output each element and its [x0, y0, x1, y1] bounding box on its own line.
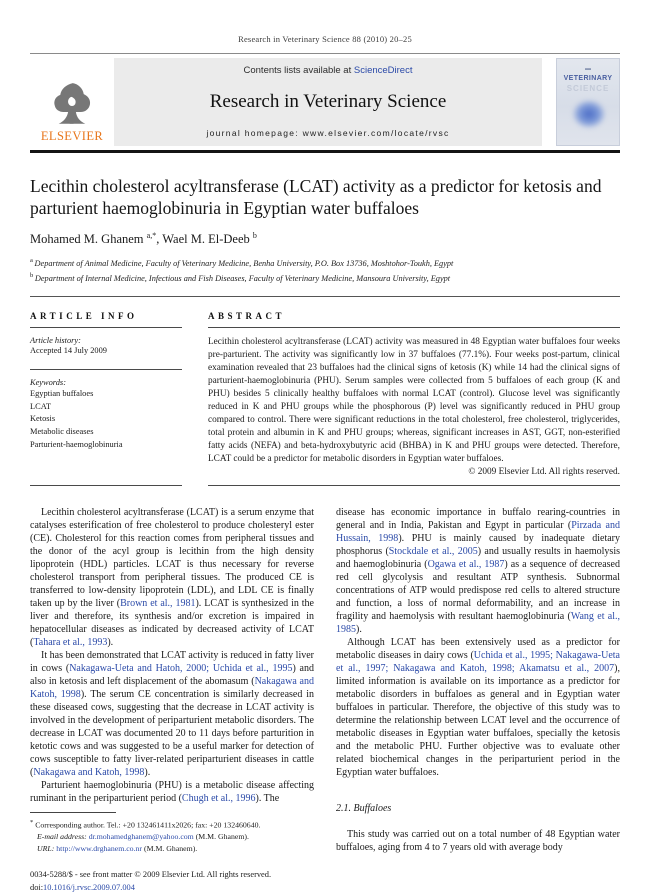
- inline-link[interactable]: Uchida et al., 1995; Nakagawa-Ueta et al., 1997; Nakagawa and Katoh, 1998; Akamatsu et al., 2007: [336, 650, 620, 675]
- inline-link[interactable]: Pirzada and Hussain, 1998: [336, 520, 620, 545]
- text-segment: ). LCAT is synthesized in the liver and therefore, its synthesis and/or excretion is impaired in hepatocellular diseases as indicated by decreased activity of LCAT (: [30, 598, 314, 649]
- title-divider: [30, 296, 620, 297]
- text-segment: a,*: [146, 230, 157, 240]
- abstract-text: Lecithin cholesterol acyltransferase (LCAT) activity was measured in 48 Egyptian water buffaloes four weeks pre-parturient. The activity was significantly low in 37 buffaloes (77.1%). Four weeks post-partum, clinical examination revealed that 23 buffaloes had the clinical signs of ketosis (K) while 14 had the clinical signs of parturient-haemoglobinuria (PHU). Serum samples were collected from 5 buffaloes of each group (K and PHU) besides 5 clinically healthy buffaloes with normal LCAT (control). Glucose level was significantly reduced in K and PHU groups while the phosphorous (P) level was significantly reduced in PHU group compared to control. There were significant reductions in the total cholesterol, free cholesterol, triglycerides, total protein and albumin in K and PHU groups; whereas, significant increases in AST, GGT, non-esterified fatty acids (NEFA) and beta-hydroxybutyric acid (BHBA) in K and PHU groups were detected. Therefore, LCAT could be a predictor for metabolic disorders in Egyptian water buffaloes.: [208, 337, 620, 465]
- journal-citation-line: Research in Veterinary Science 88 (2010) 20–25: [238, 34, 412, 44]
- inline-link[interactable]: ScienceDirect: [353, 65, 413, 76]
- body-paragraph: [30, 649, 314, 779]
- cover-ornament: ▬: [585, 66, 591, 72]
- text-segment: ).: [107, 637, 114, 649]
- article-info-heading: ARTICLE INFO: [30, 311, 138, 322]
- left-column: [30, 506, 314, 854]
- text-segment: ).: [356, 624, 362, 636]
- text-segment: , Wael M. El-Deeb: [156, 231, 253, 246]
- text-segment: Department of Animal Medicine, Faculty of Veterinary Medicine, Benha University, P.O. Box 13736, Moshtohor-Toukh, Egypt: [34, 258, 454, 268]
- keyword-item: LCAT: [30, 401, 51, 411]
- section-heading: 2.1. Buffaloes: [336, 803, 392, 815]
- text-segment: b: [30, 271, 35, 279]
- cover-title-line1: VETERINARY: [563, 75, 613, 82]
- elsevier-logo[interactable]: [30, 58, 114, 146]
- text-segment: b: [252, 230, 257, 240]
- text-segment: Parturient haemoglobinuria (PHU) is a metabolic disease affecting ruminant in the periparturient period (: [30, 780, 314, 805]
- affiliation-b: [30, 271, 620, 286]
- text-segment: doi:: [30, 883, 44, 893]
- keywords-label: Keywords:: [30, 378, 66, 388]
- text-segment: ).: [144, 767, 151, 779]
- inline-link[interactable]: Nakagawa and Katoh, 1998: [30, 676, 314, 701]
- abstract-column: [208, 305, 620, 486]
- keyword-item: Egyptian buffaloes: [30, 389, 94, 399]
- body-paragraph: [30, 506, 314, 649]
- contents-line: [120, 65, 536, 76]
- inline-link[interactable]: Ogawa et al., 1987: [427, 559, 505, 571]
- abstract-heading: ABSTRACT: [208, 311, 286, 322]
- text-segment: *: [30, 818, 34, 826]
- corresponding-author-footnote: [30, 806, 314, 855]
- text-segment: Corresponding author. Tel.: +20 132461411x2026; fax: +20 132460640.: [33, 820, 261, 830]
- keyword-item: Parturient-haemoglobinuria: [30, 439, 123, 449]
- inline-link[interactable]: Tahara et al., 1993: [33, 637, 108, 649]
- title-block: [30, 175, 620, 285]
- journal-cover-image[interactable]: [556, 58, 620, 146]
- text-segment: URL:: [37, 843, 55, 853]
- text-segment: Lecithin cholesterol acyltransferase (LCAT) is a serum enzyme that catalyses esterification of free cholesterol to produce cholesteryl ester (CE). Cholesterol for this reaction comes from peripheral tissues and the donor of the acyl group is lecithin from the high density lipoprotein (HDL) particles. LCAT is thus necessary for reverse cholesterol transport from peripheral tissues. The produced CE is transferred to low-density lipoprotein (LDL), and LDL CE is finally taken up by the liver (: [30, 507, 314, 610]
- inline-link[interactable]: Nakagawa and Katoh, 1998: [33, 767, 145, 779]
- body-paragraph: [30, 779, 314, 805]
- keywords-rule: [30, 369, 182, 370]
- cover-thumbnail-area: [542, 58, 620, 146]
- body-paragraph: [336, 506, 620, 636]
- text-segment: (M.M. Ghanem).: [142, 843, 198, 853]
- text-segment: ). PHU is mainly caused by inadequate dietary phosphorus (: [336, 533, 620, 558]
- text-segment: ) and also in ketosis and left displacement of the abomasum (: [30, 663, 314, 688]
- keywords-list: [30, 388, 182, 451]
- article-history-value: Accepted 14 July 2009: [30, 346, 107, 356]
- text-segment: (M.M. Ghanem).: [193, 831, 249, 841]
- inline-link[interactable]: http://www.drghanem.co.nr: [54, 843, 143, 853]
- doi-line: [30, 881, 620, 894]
- cover-title-line2: SCIENCE: [566, 84, 610, 93]
- text-segment: ). The: [255, 793, 280, 805]
- affiliation-a: [30, 256, 620, 271]
- text-segment: ) and usually results in haemolysis and haemoglobinuria (: [336, 546, 620, 571]
- inline-link[interactable]: Chugh et al., 1996: [181, 793, 256, 805]
- footnote-rule: [30, 812, 116, 813]
- text-segment: ). The serum CE concentration is similarly decreased in these diseased cows, suggesting that the decrease in LCAT activity is involved in the development of periparturient metabolic disorders. The decrease in LCAT was documented 20 to 11 days before parturition in ketotic cows and was suggested to be a useful marker for detection of cows susceptible to fatty liver-related periparturient diseases in cattle (: [30, 689, 314, 779]
- inline-link[interactable]: Nakagawa-Ueta and Hatoh, 2000; Uchida et al., 1995: [69, 663, 293, 675]
- issn-line: 0034-5288/$ - see front matter © 2009 Elsevier Ltd. All rights reserved.: [30, 870, 272, 880]
- text-segment: It has been demonstrated that LCAT activity is reduced in fatty liver in cows (: [30, 650, 314, 675]
- affiliations: [30, 256, 620, 285]
- journal-header: [30, 58, 620, 146]
- text-segment: Although LCAT has been extensively used as a predictor for metabolic diseases in dairy cows (: [336, 637, 620, 662]
- abstract-rule: [208, 327, 620, 328]
- elsevier-wordmark: ELSEVIER: [40, 129, 104, 143]
- text-segment: E-mail address:: [37, 831, 87, 841]
- inline-link[interactable]: Stockdale et al., 2005: [388, 546, 478, 558]
- journal-banner: [114, 58, 542, 146]
- inline-link[interactable]: Wang et al., 1985: [336, 611, 621, 636]
- paper-title: Lecithin cholesterol acyltransferase (LCAT) activity as a predictor for ketosis and parturient haemoglobinuria in Egyptian water buffaloes: [30, 176, 602, 219]
- text-segment: ), limited information is available on its importance as a predictor for metabolic disorders in buffaloes as general and in Egyptian water buffaloes in particular. Therefore, the objective of this study was to determine the relationship between LCAT level and the occurrence of metabolic diseases in Egyptian water buffaloes, specially the ketosis and the metabolic PHU. Further objective was to evaluate other related biochemical changes in the periparturient period in the Egyptian water buffaloes.: [336, 663, 620, 779]
- text-segment: ) as a sequence of decreased red cell glycolysis and resultant ATP synthesis. Subnormal concentrations of ATP would predispose red cells to altered structure and function, a loss of normal deformability, and an increase in fragility and haemolysis with resultant haemoglobinuria (: [336, 559, 620, 623]
- elsevier-tree-icon: [47, 77, 97, 133]
- inline-link[interactable]: Brown et al., 1981: [120, 598, 196, 610]
- page-footer: [30, 868, 620, 894]
- footnote-line: [30, 831, 314, 843]
- info-abstract-section: [30, 305, 620, 486]
- text-segment: Mohamed M. Ghanem: [30, 231, 147, 246]
- footnote-line: [30, 818, 314, 831]
- body-paragraph: [336, 636, 620, 779]
- cover-artwork: [567, 95, 611, 133]
- abstract-copyright: © 2009 Elsevier Ltd. All rights reserved.: [468, 467, 620, 478]
- inline-link[interactable]: dr.mohamedghanem@yahoo.com: [86, 831, 194, 841]
- article-info-column: [30, 305, 182, 486]
- text-segment: Contents lists available at: [243, 65, 354, 76]
- header-divider: [30, 150, 620, 153]
- journal-title: Research in Veterinary Science: [209, 91, 447, 112]
- right-column: [336, 506, 620, 854]
- footnote-line: [30, 843, 314, 855]
- top-divider: [30, 53, 620, 54]
- article-info-rule: [30, 327, 182, 328]
- text-segment: Department of Internal Medicine, Infectious and Fish Diseases, Faculty of Veterinary Medicine, Mansoura University, Egypt: [34, 273, 451, 283]
- inline-link[interactable]: 10.1016/j.rvsc.2009.07.004: [43, 883, 135, 893]
- body-paragraph: This study was carried out on a total number of 48 Egyptian water buffaloes, aging from 4 to 7 years old with average body: [336, 829, 620, 854]
- keyword-item: Ketosis: [30, 414, 56, 424]
- article-history-label: Article history:: [30, 336, 81, 346]
- text-segment: disease has economic importance in buffalo rearing-countries in general and in India, Pakistan and Egypt in particular (: [336, 507, 620, 532]
- keyword-item: Metabolic diseases: [30, 427, 94, 437]
- journal-homepage-link[interactable]: journal homepage: www.elsevier.com/locate/rvsc: [206, 128, 450, 138]
- text-segment: a: [30, 256, 35, 264]
- body-columns: [30, 506, 620, 854]
- authors-line: [30, 231, 620, 247]
